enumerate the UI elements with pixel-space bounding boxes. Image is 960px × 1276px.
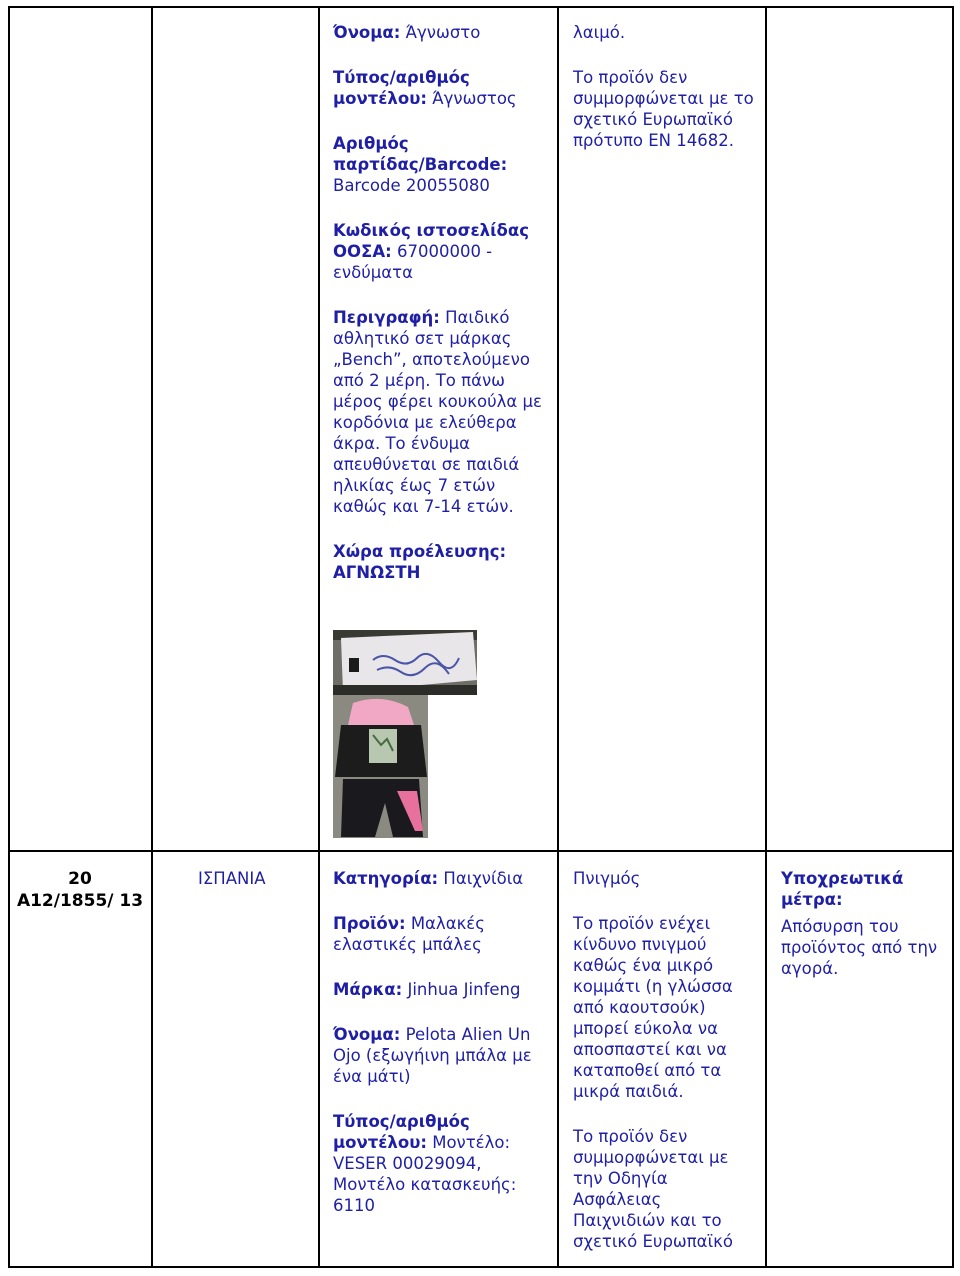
table-border-col1	[151, 6, 153, 1268]
name-value: Άγνωστο	[405, 23, 481, 42]
name-label: Όνομα:	[333, 23, 401, 42]
model-value: Άγνωστος	[432, 89, 517, 108]
row1-product-details	[333, 22, 548, 607]
table-row-divider	[8, 850, 954, 852]
model-label-2: Τύπος/αριθμός μοντέλου:	[333, 1112, 470, 1152]
entry-reference: A12/1855/ 13	[16, 891, 144, 911]
entry-number: 20	[68, 869, 92, 889]
category-field	[333, 868, 548, 889]
description-label: Περιγραφή:	[333, 308, 440, 327]
name-field	[333, 22, 548, 43]
risk-description: Το προϊόν ενέχει κίνδυνο πνιγμού καθώς ένα μικρό κομμάτι (η γλώσσα από καουτσούκ) μπορεί εύκολα να αποσπαστεί και να καταποθεί από τα μικρά παιδιά.	[573, 914, 733, 1101]
table-border-right	[952, 6, 954, 1268]
row2-measures	[781, 868, 946, 1003]
row2-hazard-details	[573, 868, 758, 1276]
description-field	[333, 307, 548, 517]
batch-field	[333, 133, 548, 196]
risk-type: Πνιγμός	[573, 869, 641, 888]
oecd-field	[333, 220, 548, 283]
table-border-col2	[318, 6, 320, 1268]
description-value: Παιδικό αθλητικό σετ μάρκας „Bench”, αποτελούμενο από 2 μέρη. Το πάνω μέρος φέρει κουκούλα με κορδόνια με ελεύθερα άκρα. Το ένδυμα απευθύνεται σε παιδιά ηλικίας έως 7 ετών καθώς και 7-14 ετών.	[333, 308, 542, 516]
origin-field	[333, 541, 548, 583]
model-field	[333, 67, 548, 109]
product-label-photo	[333, 630, 477, 695]
origin-label: Χώρα προέλευσης:	[333, 542, 507, 561]
product-field	[333, 913, 548, 955]
product-label: Προϊόν:	[333, 914, 406, 933]
hazard-continuation: λαιμό.	[573, 23, 626, 42]
table-border-col3	[557, 6, 559, 1268]
origin-value: ΑΓΝΩΣΤΗ	[333, 563, 421, 582]
row2-product-details	[333, 868, 548, 1240]
measures-label: Υποχρεωτικά μέτρα:	[781, 869, 904, 909]
measures-value: Απόσυρση του προϊόντος από την αγορά.	[781, 917, 938, 978]
name-label-2: Όνομα:	[333, 1025, 401, 1044]
product-value: Μαλακές ελαστικές μπάλες	[333, 914, 485, 954]
brand-value: Jinhua Jinfeng	[407, 980, 521, 999]
name-field-2	[333, 1024, 548, 1087]
table-border-col4	[765, 6, 767, 1268]
row2-id	[12, 868, 148, 912]
category-value: Παιχνίδια	[443, 869, 524, 888]
compliance-note-2: Το προϊόν δεν συμμορφώνεται με την Οδηγία Ασφάλειας Παιχνιδιών και το σχετικό Ευρωπαϊκό	[573, 1127, 733, 1251]
oecd-label: Κωδικός ιστοσελίδας ΟΟΣΑ:	[333, 221, 529, 261]
batch-value: Barcode 20055080	[333, 176, 490, 195]
name-value-2: Pelota Alien Un Ojo (εξωγήινη μπάλα με ένα μάτι)	[333, 1025, 532, 1086]
measures-field	[781, 868, 946, 910]
product-tracksuit-photo	[333, 695, 428, 838]
row2-country: ΙΣΠΑΝΙΑ	[198, 869, 266, 888]
model-value-2: Μοντέλο: VESER 00029094, Μοντέλο κατασκευής: 6110	[333, 1133, 517, 1215]
row1-hazard-details	[573, 22, 758, 175]
brand-label: Μάρκα:	[333, 980, 403, 999]
brand-field	[333, 979, 548, 1000]
compliance-note: Το προϊόν δεν συμμορφώνεται με το σχετικό Ευρωπαϊκό πρότυπο ΕΝ 14682.	[573, 68, 754, 150]
batch-label: Αριθμός παρτίδας/Barcode:	[333, 134, 508, 174]
table-border-top	[8, 6, 954, 8]
table-border-left	[8, 6, 10, 1268]
category-label: Κατηγορία:	[333, 869, 439, 888]
table-border-bottom	[8, 1266, 954, 1268]
model-label: Τύπος/αριθμός μοντέλου:	[333, 68, 470, 108]
model-field-2	[333, 1111, 548, 1216]
oecd-value: 67000000 - ενδύματα	[333, 242, 493, 282]
